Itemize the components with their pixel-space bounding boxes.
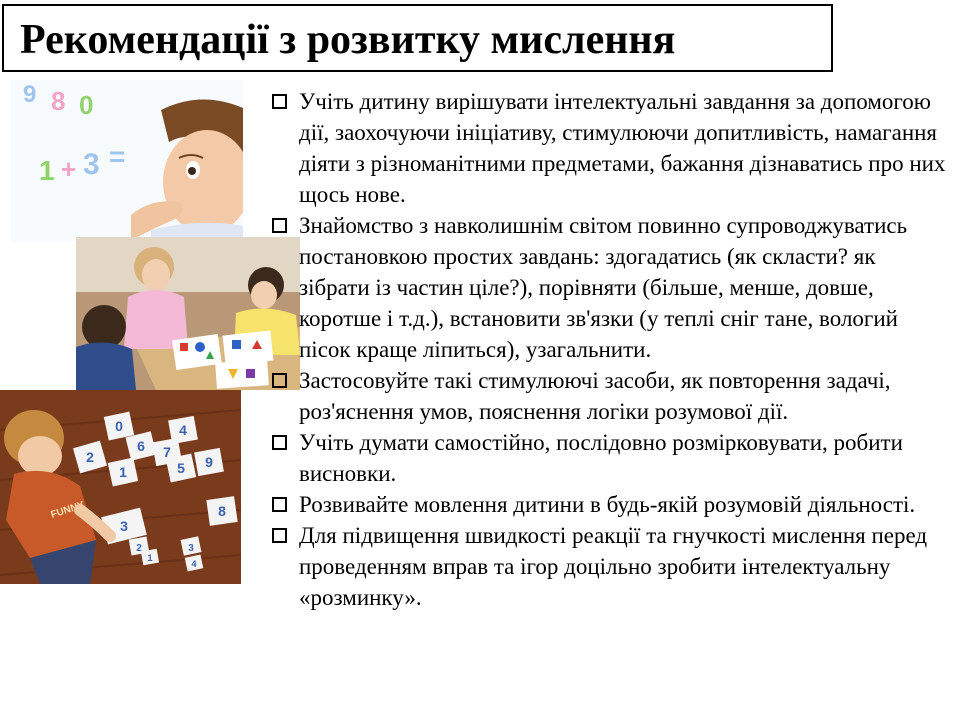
checkbox-icon [272,435,287,450]
digit-mark: 3 [83,148,100,181]
card-digit: 4 [179,422,187,438]
list-item [270,427,946,489]
card-digit: 7 [163,444,171,460]
list-item-text: Знайомство з навколишнім світом повинно супроводжуватись постановкою простих завдань: здогадатись (як скласти? як зібрати із частин ціле?), порівняти (більше, менше, довше, коротше і т.д.), встановити зв'язки (у теплі сніг тане, вологий пісок краще ліпиться), узагальнити. [299,213,908,362]
checkbox-icon [272,94,287,109]
list-item [270,210,946,365]
checkbox-icon [272,218,287,233]
card-digit: 1 [119,464,127,480]
card-digit: 3 [120,518,128,534]
card-digit: 6 [137,438,145,454]
children-sorting-shapes-photo [76,237,300,390]
list-item [270,86,946,210]
recommendations-list [270,86,946,613]
list-item [270,365,946,427]
digit-mark: 8 [51,86,66,116]
digit-mark: 1 [39,155,55,186]
list-item-text: Застосовуйте такі стимулюючі засоби, як повторення задачі, роз'яснення умов, пояснення логіки розумової дії. [299,368,891,424]
card-digit: 5 [177,460,185,476]
card-digit: 9 [205,454,213,470]
checkbox-icon [272,373,287,388]
shirt-text: FUNNY [49,499,86,521]
digit-mark: 9 [23,81,37,108]
card-digit: 8 [218,503,226,519]
card-digit: 0 [115,418,123,434]
list-item [270,489,946,520]
digit-mark: + [61,154,77,184]
card-digit: 2 [136,543,142,554]
page-title: Рекомендації з розвитку мислення [20,17,676,63]
boy-number-cards-photo [0,390,241,584]
title-box [2,4,833,72]
list-item-text: Учіть дитину вирішувати інтелектуальні завдання за допомогою дії, заохочуючи ініціативу, стимулюючи допитливість, намагання діяти з різноманітними предметами, бажання дізнаватись про них щось нове. [299,89,946,207]
card-digit: 2 [86,449,94,465]
list-item [270,520,946,613]
list-item-text: Розвивайте мовлення дитини в будь-якій розумовій діяльності. [299,492,916,517]
list-item-text: Для підвищення швидкості реакції та гнучкості мислення перед проведенням вправ та ігор доцільно зробити інтелектуальну «розминку». [299,523,928,610]
list-item-text: Учіть думати самостійно, послідовно розмірковувати, робити висновки. [299,430,903,486]
digit-mark: = [109,141,126,172]
card-digit: 4 [191,559,197,569]
checkbox-icon [272,528,287,543]
card-digit: 1 [147,553,153,563]
digit-mark: 0 [79,90,94,120]
card-digit: 3 [188,543,194,554]
child-thinking-photo [11,80,243,242]
checkbox-icon [272,497,287,512]
